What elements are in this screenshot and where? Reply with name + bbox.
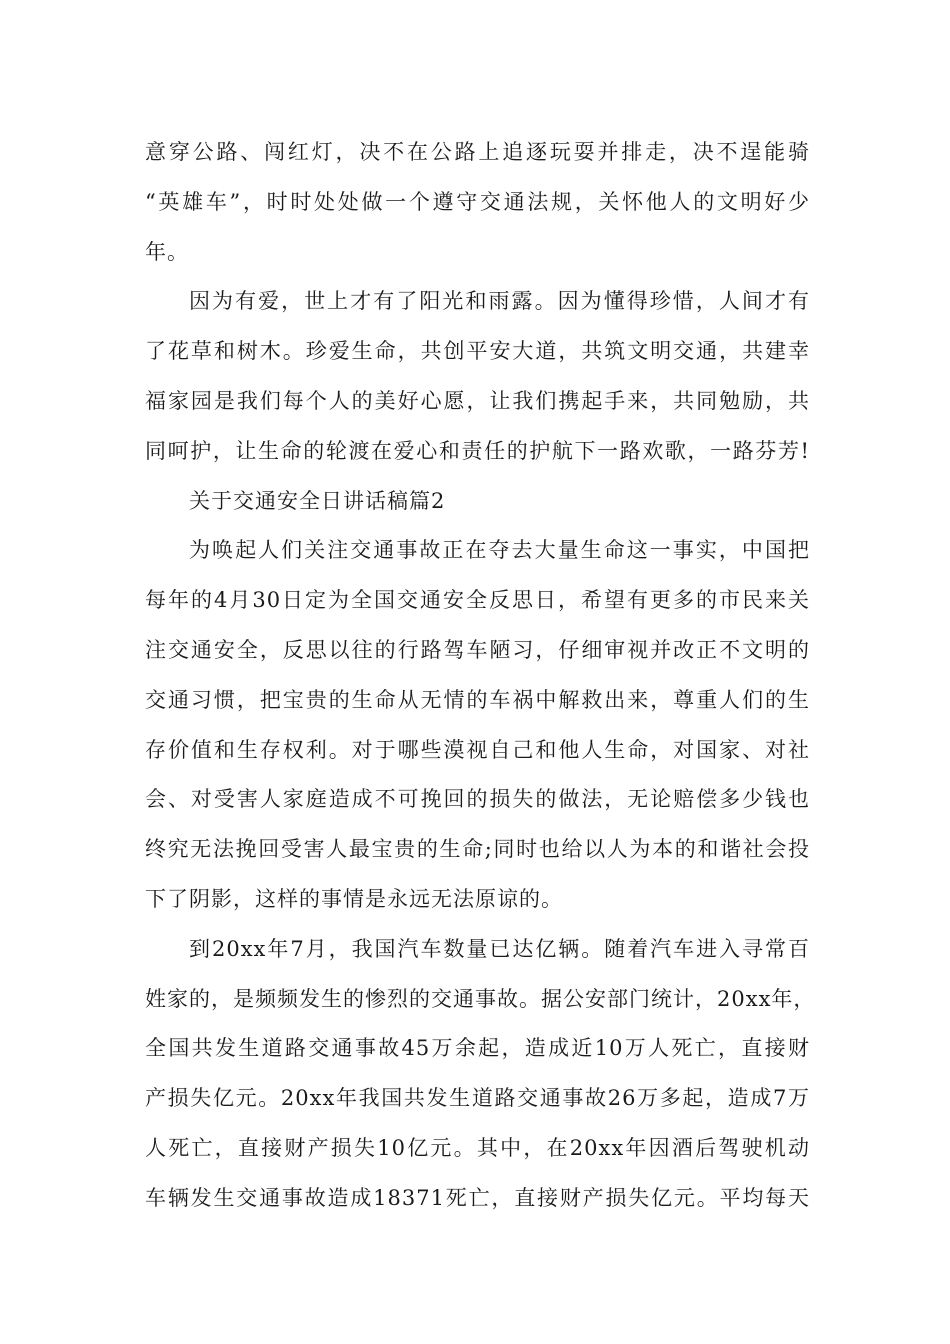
text-line: 交通习惯，把宝贵的生命从无情的车祸中解救出来，尊重人们的生 xyxy=(145,687,810,712)
text-line: 同呵护，让生命的轮渡在爱心和责任的护航下一路欢歌，一路芬芳! xyxy=(145,438,810,463)
text-line: 到20xx年7月，我国汽车数量已达亿辆。随着汽车进入寻常百 xyxy=(189,936,810,961)
text-line: 姓家的，是频频发生的惨烈的交通事故。据公安部门统计，20xx年， xyxy=(145,986,816,1011)
text-line: 因为有爱，世上才有了阳光和雨露。因为懂得珍惜，人间才有 xyxy=(189,289,810,314)
text-line: 存价值和生存权利。对于哪些漠视自己和他人生命，对国家、对社 xyxy=(145,737,810,762)
text-line: 人死亡，直接财产损失10亿元。其中，在20xx年因酒后驾驶机动 xyxy=(145,1135,810,1160)
text-line: “英雄车”，时时处处做一个遵守交通法规，关怀他人的文明好少 xyxy=(145,189,810,214)
text-line: 年。 xyxy=(145,239,189,264)
text-line: 会、对受害人家庭造成不可挽回的损失的做法，无论赔偿多少钱也 xyxy=(145,787,810,812)
text-line: 全国共发生道路交通事故45万余起，造成近10万人死亡，直接财 xyxy=(145,1036,810,1061)
text-line: 车辆发生交通事故造成18371死亡，直接财产损失亿元。平均每天 xyxy=(145,1185,810,1210)
text-line: 下了阴影，这样的事情是永远无法原谅的。 xyxy=(145,886,563,911)
section-heading: 关于交通安全日讲话稿篇2 xyxy=(189,488,446,513)
text-line: 每年的4月30日定为全国交通安全反思日，希望有更多的市民来关 xyxy=(145,588,810,613)
document-body xyxy=(145,128,816,1224)
text-line: 福家园是我们每个人的美好心愿，让我们携起手来，共同勉励，共 xyxy=(145,388,810,413)
text-line: 意穿公路、闯红灯，决不在公路上追逐玩耍并排走，决不逞能骑 xyxy=(145,140,810,164)
text-line: 产损失亿元。20xx年我国共发生道路交通事故26万多起，造成7万 xyxy=(145,1086,810,1111)
text-line: 终究无法挽回受害人最宝贵的生命;同时也给以人为本的和谐社会投 xyxy=(145,837,810,862)
text-line: 了花草和树木。珍爱生命，共创平安大道，共筑文明交通，共建幸 xyxy=(145,339,810,364)
text-line: 注交通安全，反思以往的行路驾车陋习，仔细审视并改正不文明的 xyxy=(145,637,810,662)
text-line: 为唤起人们关注交通事故正在夺去大量生命这一事实，中国把 xyxy=(189,538,810,563)
